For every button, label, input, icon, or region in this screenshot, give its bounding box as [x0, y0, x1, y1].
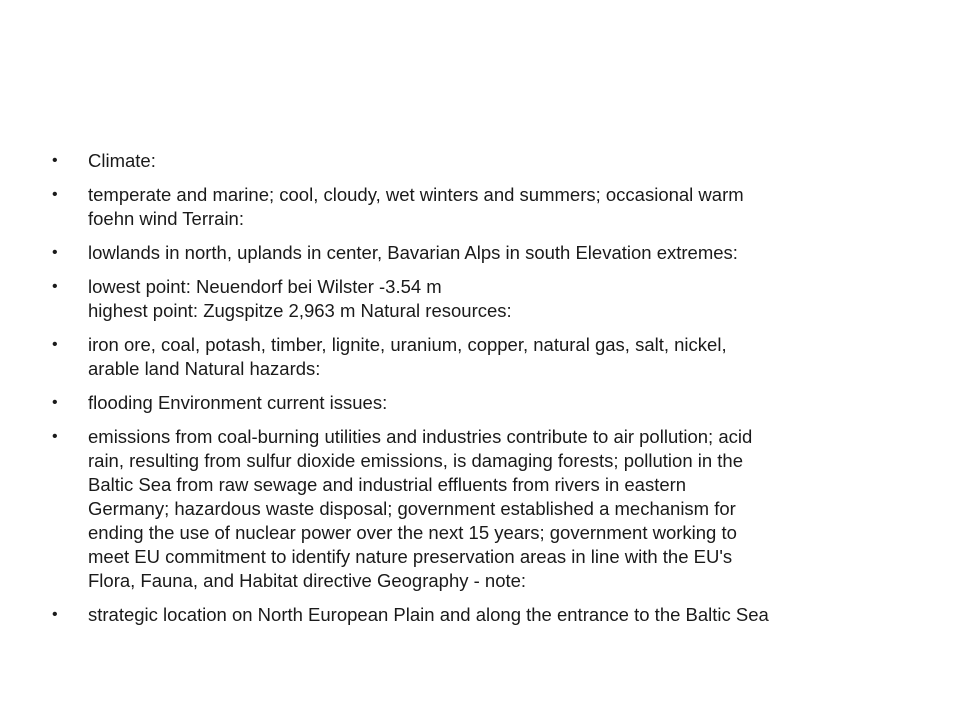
bullet-dot-icon: •	[52, 336, 58, 353]
bullet-line: foehn wind Terrain:	[88, 208, 244, 229]
bullet-line: lowlands in north, uplands in center, Bavarian Alps in south Elevation extremes:	[88, 242, 738, 263]
bullet-line: temperate and marine; cool, cloudy, wet winters and summers; occasional warm	[88, 184, 744, 205]
bullet-line: emissions from coal-burning utilities and industries contribute to air pollution; acid	[88, 426, 753, 447]
bullet-dot-icon: •	[52, 152, 58, 169]
bullet-item	[48, 149, 908, 173]
bullet-line: Climate:	[88, 150, 156, 171]
bullet-dot-icon: •	[52, 186, 58, 203]
bullet-item	[48, 425, 908, 593]
bullet-line: highest point: Zugspitze 2,963 m Natural resources:	[88, 300, 512, 321]
bullet-dot-icon: •	[52, 606, 58, 623]
bullet-line: rain, resulting from sulfur dioxide emissions, is damaging forests; pollution in the	[88, 450, 744, 471]
bullet-line: meet EU commitment to identify nature preservation areas in line with the EU's	[88, 546, 733, 567]
bullet-item	[48, 603, 908, 627]
bullet-line: strategic location on North European Plain and along the entrance to the Baltic Sea	[88, 604, 769, 625]
bullet-dot-icon: •	[52, 278, 58, 295]
bullet-dot-icon: •	[52, 244, 58, 261]
bullet-item	[48, 275, 908, 323]
bullet-line: Flora, Fauna, and Habitat directive Geography - note:	[88, 570, 527, 591]
bullet-list	[48, 149, 908, 637]
bullet-line: Baltic Sea from raw sewage and industrial effluents from rivers in eastern	[88, 474, 687, 495]
bullet-line: flooding Environment current issues:	[88, 392, 388, 413]
bullet-line: lowest point: Neuendorf bei Wilster -3.54 m	[88, 276, 442, 297]
bullet-item	[48, 241, 908, 265]
bullet-line: Germany; hazardous waste disposal; government established a mechanism for	[88, 498, 736, 519]
bullet-item	[48, 391, 908, 415]
bullet-line: arable land Natural hazards:	[88, 358, 321, 379]
bullet-dot-icon: •	[52, 394, 58, 411]
bullet-line: iron ore, coal, potash, timber, lignite, uranium, copper, natural gas, salt, nickel,	[88, 334, 727, 355]
bullet-item	[48, 183, 908, 231]
bullet-line: ending the use of nuclear power over the next 15 years; government working to	[88, 522, 737, 543]
bullet-item	[48, 333, 908, 381]
bullet-dot-icon: •	[52, 428, 58, 445]
